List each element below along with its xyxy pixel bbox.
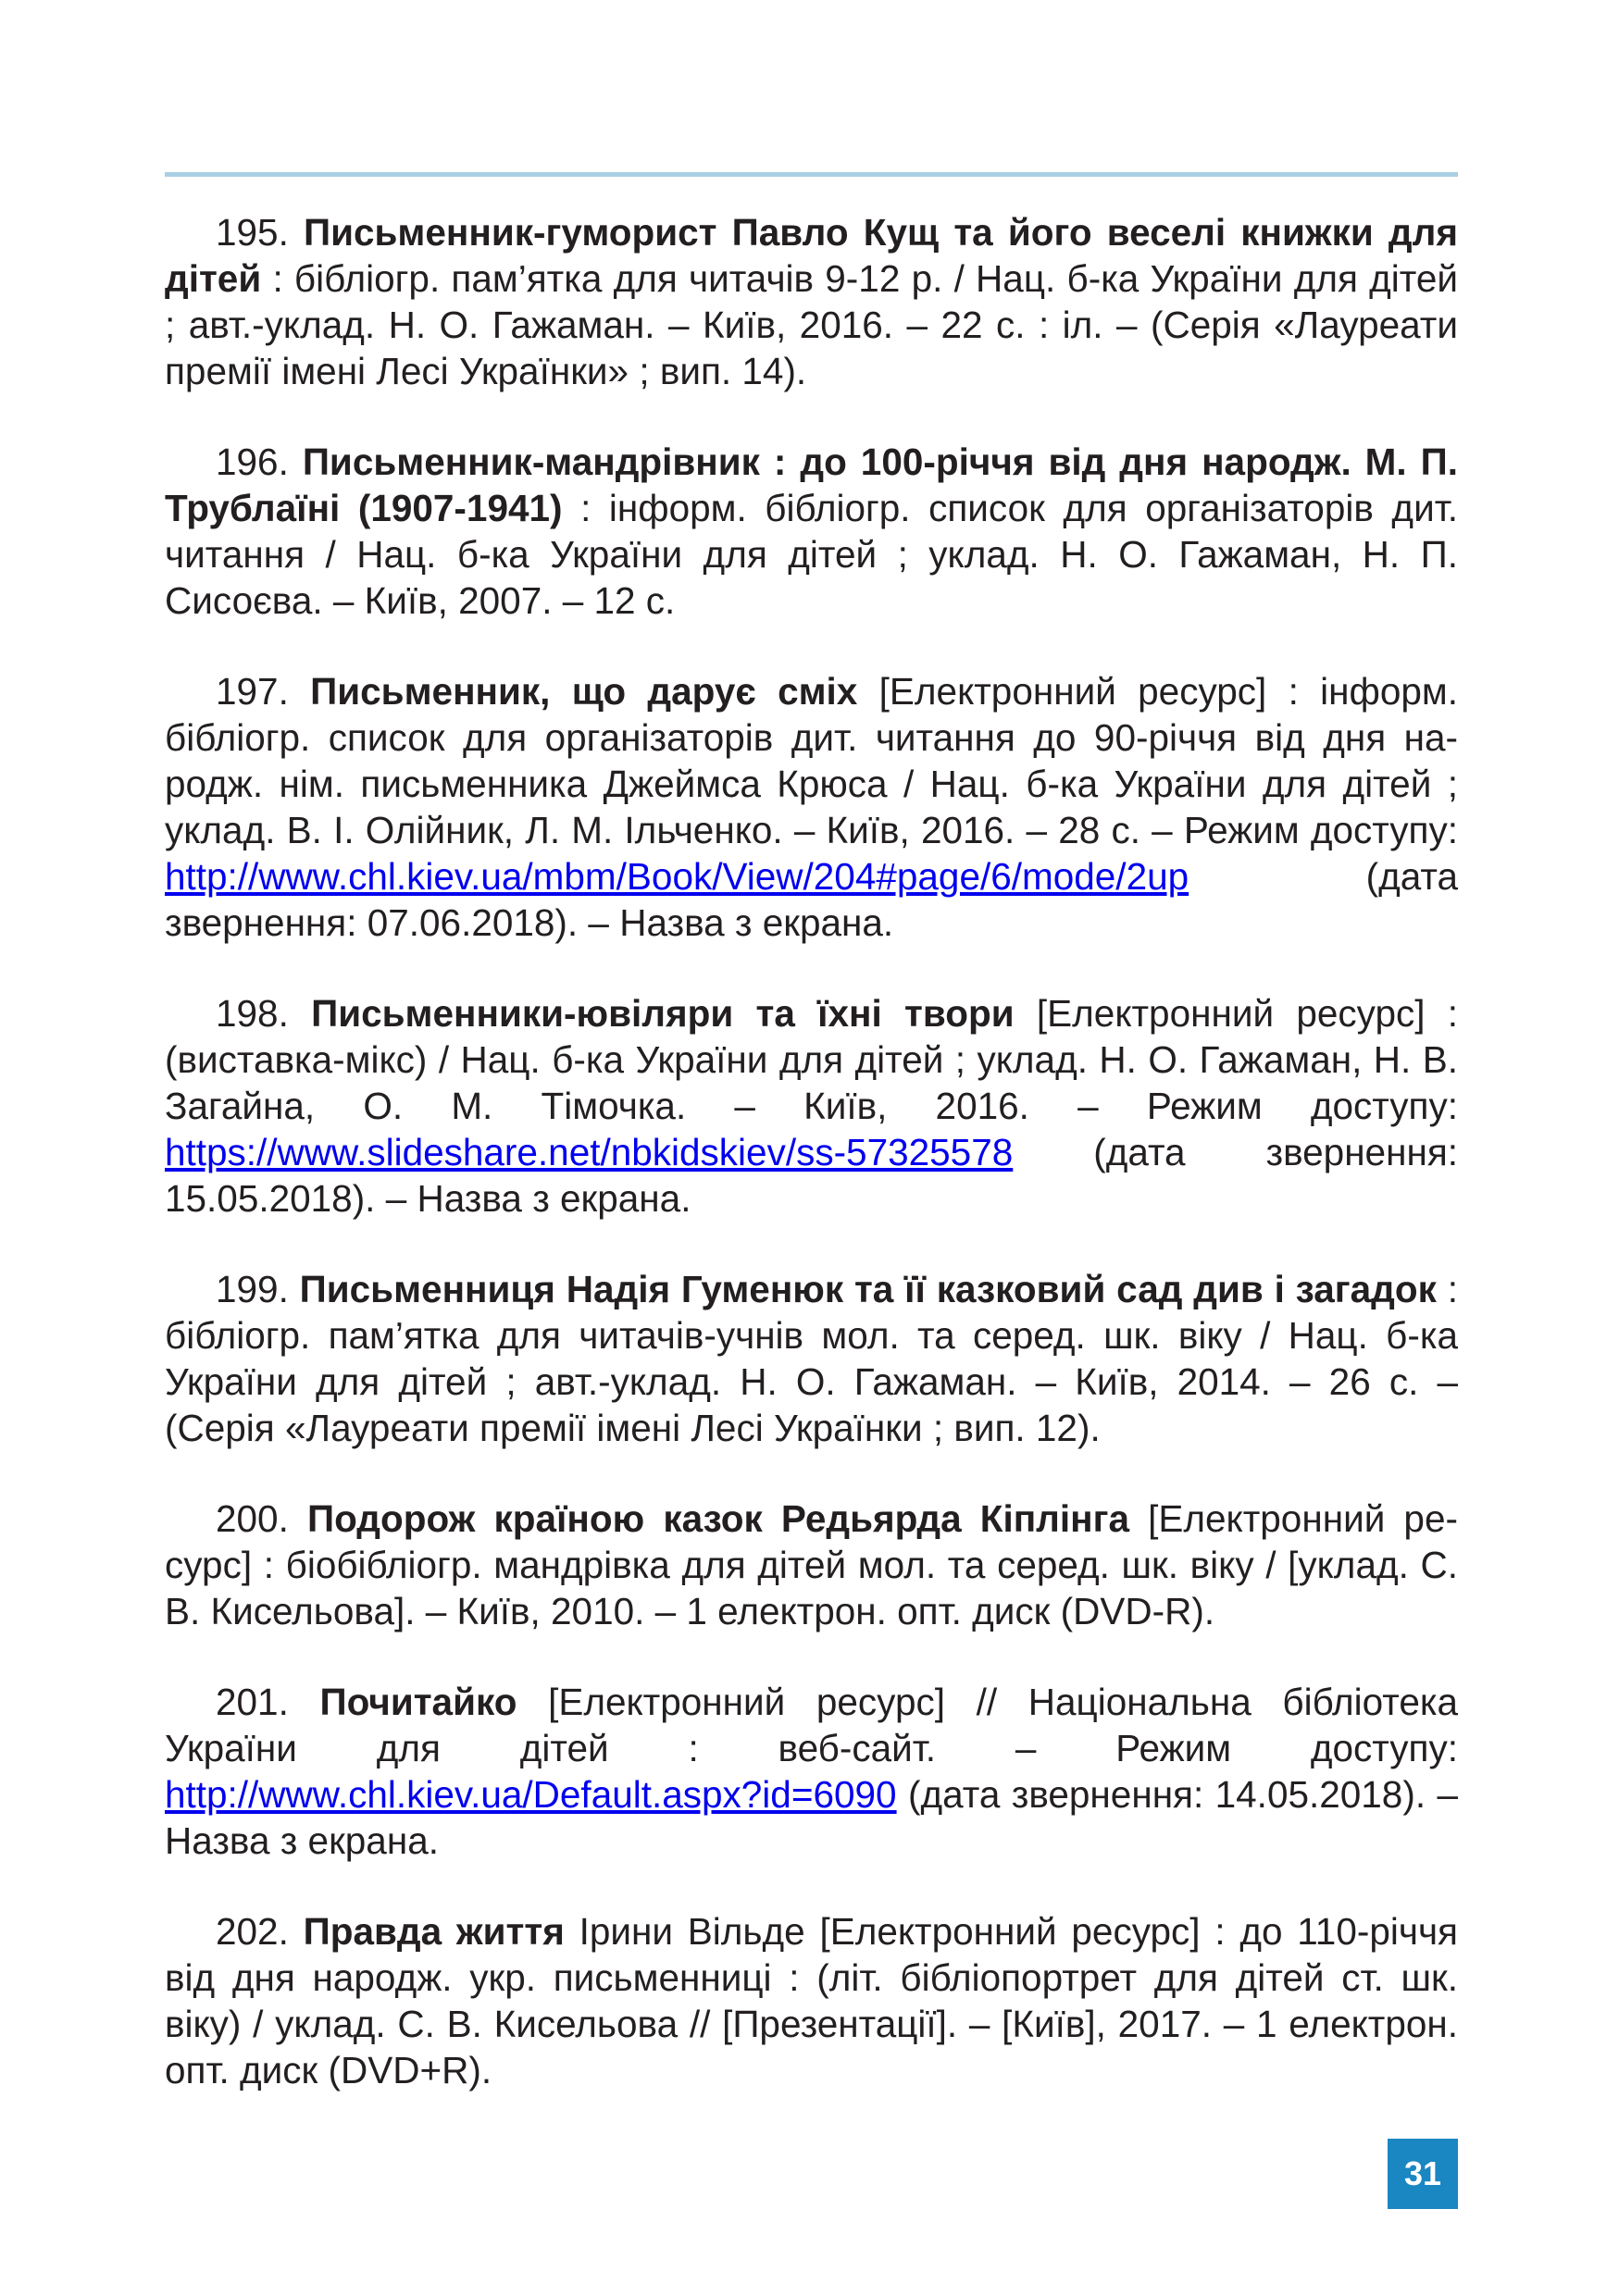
entry-text-after: (дата звернення: 07.06.2018). – Назва з екрана. <box>165 855 1458 944</box>
entry-title: Письменниця Надія Гуменюк та її казковий сад див і загадок <box>299 1268 1437 1310</box>
entry-text: [Електронний ресурс] : біобібліогр. мандрівка для дітей мол. та серед. шк. віку / [уклад. С. В. Кисельова]. – Київ, 2010. – 1 електрон. опт. диск (DVD-R). <box>165 1497 1458 1632</box>
entry-196 <box>165 439 1458 624</box>
entry-title: Письменник-гуморист Павло Кущ та його веселі книжки для дітей <box>165 211 1458 300</box>
entry-text: : бібліогр. пам’ятка для читачів 9-12 р. / Нац. б-ка України для дітей ; авт.-уклад. Н. О. Гажаман. – Київ, 2016. – 22 с. : іл. – (Серія «Лауреати премії імені Лесі Українки» ; вип. 14). <box>165 257 1458 392</box>
entry-text-after: (дата звернення: 14.05.2018). – Назва з екрана. <box>165 1773 1458 1862</box>
entry-number: 195. <box>216 211 289 254</box>
entry-199 <box>165 1266 1458 1451</box>
entry-number: 202. <box>216 1910 289 1953</box>
entry-number: 201. <box>216 1681 289 1723</box>
entry-number: 200. <box>216 1497 289 1540</box>
entry-title: Письменники-ювіляри та їхні твори <box>311 992 1015 1035</box>
page-number: 31 <box>1388 2139 1458 2209</box>
entry-201 <box>165 1679 1458 1864</box>
entry-link[interactable]: https://www.slideshare.net/nbkidskiev/ss-57325578 <box>165 1131 1014 1173</box>
top-rule <box>165 172 1458 177</box>
entry-198 <box>165 990 1458 1222</box>
entry-text: Ірини Вільде [Електронний ресурс] : до 110-річчя від дня народж. укр. письменниці : (літ. бібліопортрет для дітей ст. шк. віку) / уклад. С. В. Кисельова // [Презентації]. – [Київ], 2017. – 1 електрон. опт. диск (DVD+R). <box>165 1910 1458 2091</box>
entry-text: : бібліогр. пам’ятка для читачів-учнів мол. та серед. шк. віку / Нац. б-ка України для дітей ; авт.-уклад. Н. О. Гажаман. – Київ, 2014. – 26 с. – (Серія «Лауреати премії імені Лесі Українки ; вип. 12). <box>165 1268 1458 1449</box>
entry-195 <box>165 209 1458 394</box>
entry-200 <box>165 1496 1458 1634</box>
entry-number: 196. <box>216 441 289 483</box>
entry-title: Подорож країною казок Редьярда Кіплінга <box>306 1497 1130 1540</box>
entry-title: Письменник, що дарує сміх <box>310 670 858 713</box>
entry-number: 199. <box>216 1268 289 1310</box>
entry-title: Правда життя <box>303 1910 565 1953</box>
entry-text-after: (дата звернення: 15.05.2018). – Назва з екрана. <box>165 1131 1458 1220</box>
entry-202 <box>165 1908 1458 2093</box>
entry-link[interactable]: http://www.chl.kiev.ua/mbm/Book/View/204#page/6/mode/2up <box>165 855 1189 898</box>
bibliography-list <box>165 209 1458 2093</box>
entry-title: Письменник-мандрівник : до 100-річчя від дня народж. М. П. Трублаїні (1907-1941) <box>165 441 1458 529</box>
entry-197 <box>165 668 1458 946</box>
entry-text: [Електронний ресурс] : (виставка-мікс) / Нац. б-ка України для дітей ; уклад. Н. О. Гажаман, Н. В. Загайна, О. М. Тімочка. – Київ, 2016. – Режим доступу: <box>165 992 1458 1127</box>
entry-text: [Електронний ресурс] : інформ. бібліогр. список для організаторів дит. читання до 90-річчя від дня народж. нім. письменника Джеймса Крюса / Нац. б-ка України для дітей ; уклад. В. І. Олійник, Л. М. Ільченко. – Київ, 2016. – 28 с. – Режим доступу: <box>165 670 1458 851</box>
entry-number: 198. <box>216 992 289 1035</box>
entry-text: : інформ. бібліогр. список для організаторів дит. читання / Нац. б-ка України для дітей ; уклад. Н. О. Гажаман, Н. П. Сисоєва. – Київ, 2007. – 12 с. <box>165 487 1459 622</box>
entry-title: Почитайко <box>319 1681 517 1723</box>
entry-number: 197. <box>216 670 289 713</box>
entry-text: [Електронний ресурс] // Національна бібліотека України для дітей : веб-сайт. – Режим доступу: <box>165 1681 1458 1769</box>
entry-link[interactable]: http://www.chl.kiev.ua/Default.aspx?id=6090 <box>165 1773 897 1816</box>
